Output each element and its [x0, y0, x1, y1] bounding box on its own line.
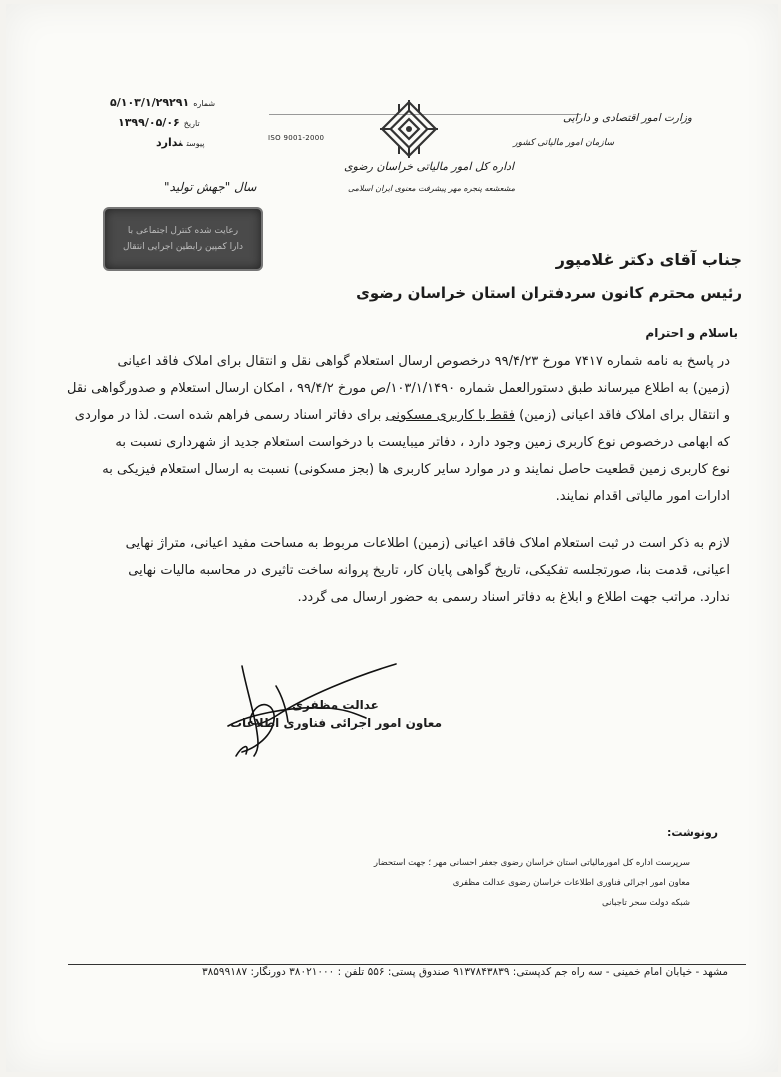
body-line: (زمین) به اطلاع میرساند طبق دستورالعمل شماره ۱۰۳/۱/۱۴۹۰/ص مورخ ۹۹/۴/۲ ، امکان ارسال استعلام و صدورگواهی نقل — [67, 381, 730, 396]
department-line-2: مشعشعه پنجره مهر پیشرفت معنوی ایران اسلامی — [348, 184, 516, 193]
year-slogan: سال "جهش تولید" — [164, 180, 257, 194]
signatory-title: معاون امور اجرائی فناوری اطلاعات — [230, 716, 442, 730]
body-segment: برای دفاتر اسناد رسمی فراهم شده است. لذا در مواردی — [74, 408, 386, 423]
body-segment: و انتقال برای املاک فاقد اعیانی (زمین) — [514, 408, 730, 423]
body-line — [64, 402, 730, 429]
cc-item: معاون امور اجرائی فناوری اطلاعات خراسان رضوی عدالت مظفری — [452, 878, 690, 888]
body-paragraph-1 — [64, 348, 730, 510]
letter-number-row — [110, 96, 215, 109]
letter-date-row — [118, 116, 200, 129]
footer-rule — [68, 964, 746, 965]
attachment-row — [156, 136, 204, 149]
letter-date: ۱۳۹۹/۰۵/۰۶ — [118, 116, 180, 129]
organization-name: سازمان امور مالیاتی کشور — [513, 138, 614, 148]
body-line: نوع کاربری زمین قطعیت حاصل نمایند و در موارد سایر کاربری ها (بجز مسکونی) نسبت به ارسال استعلام فیزیکی به — [102, 462, 730, 477]
cc-item: سرپرست اداره کل امورمالیاتی استان خراسان رضوی جعفر احسانی مهر ؛ جهت استحضار — [373, 858, 690, 868]
body-line: لازم به ذکر است در ثبت استعلام املاک فاقد اعیانی (زمین) اطلاعات مربوط به مساحت مفید اعیانی، متراژ نهایی — [125, 536, 730, 551]
letter-date-label: تاریخ — [183, 119, 200, 128]
body-line: اعیانی، قدمت بنا، صورتجلسه تفکیکی، تاریخ گواهی پایان کار، تاریخ پروانه ساخت تاثیری در محاسبه مالیات نهایی — [128, 563, 730, 578]
cc-item: شبکه دولت سحر تاجبانی — [602, 898, 690, 908]
body-line: در پاسخ به نامه شماره ۷۴۱۷ مورخ ۹۹/۴/۲۳ درخصوص ارسال استعلام گواهی نقل و انتقال برای املاک فاقد اعیانی — [117, 354, 730, 369]
stamp-line-2: دارا کمپین رابطین اجرایی انتقال — [123, 242, 243, 252]
organization-logo-icon — [378, 98, 440, 160]
ministry-name: وزارت امور اقتصادی و دارایی — [562, 112, 692, 124]
addressee-name: جناب آقای دکتر غلامپور — [555, 250, 742, 269]
iso-label: ISO 9001-2000 — [268, 134, 325, 142]
signatory-name: عدالت مظفری — [292, 698, 379, 712]
body-line: که ابهامی درخصوص نوع کاربری زمین وجود دارد ، دفاتر میبایست با درخواست استعلام جدید از شهرداری نسبت به — [115, 435, 730, 450]
body-paragraph-2 — [64, 530, 730, 611]
cc-title: رونوشت: — [666, 826, 718, 839]
letter-number-label: شماره — [193, 99, 216, 108]
body-line: ندارد. مراتب جهت اطلاع و ابلاغ به دفاتر اسناد رسمی به حضور ارسال می گردد. — [297, 590, 730, 605]
footer-address: مشهد - خیابان امام خمینی - سه راه جم کدپستی: ۹۱۳۷۸۴۳۸۳۹ صندوق پستی: ۵۵۶ تلفن : ۳۸۰۲۱۰۰۰ دورنگار: ۳۸۵۹۹۱۸۷ — [202, 966, 728, 978]
official-stamp — [103, 207, 263, 271]
attachment-label: پیوست — [186, 139, 205, 148]
letter-number: ۵/۱۰۳/۱/۲۹۲۹۱ — [110, 96, 190, 109]
body-line: ادارات امور مالیاتی اقدام نمایند. — [555, 489, 730, 504]
addressee-title: رئیس محترم کانون سردفتران استان خراسان رضوی — [356, 284, 742, 302]
attachment-value: ندارد — [156, 136, 183, 149]
emphasized-phrase: فقط با کاربری مسکونی — [385, 408, 515, 423]
greeting: باسلام و احترام — [645, 326, 738, 340]
department-line-1: اداره کل امور مالیاتی خراسان رضوی — [344, 160, 515, 173]
stamp-line-1: رعایت شده کنترل اجتماعی با — [127, 226, 239, 236]
letter-page — [6, 4, 778, 1072]
